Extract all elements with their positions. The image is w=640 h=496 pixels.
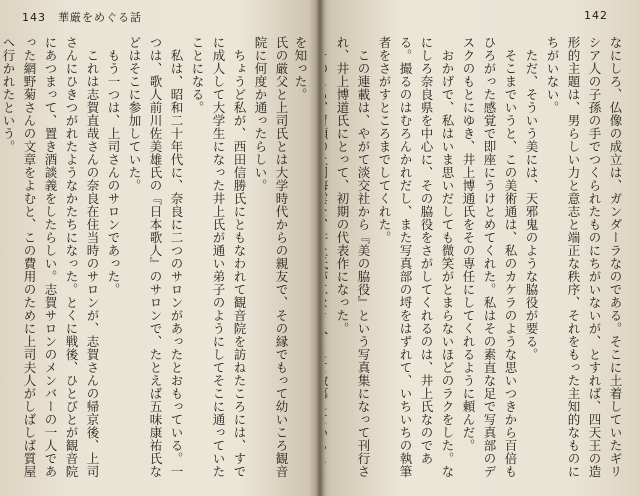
paragraph: 私は、昭和二十年代に、奈良に二つのサロンがあったとおもっている。一つは、歌人前川佐美雄氏の『日本歌人』のサロンで、たとえば五味康祐氏などはそこに参加していた。 [127,36,184,478]
right-page-number: 142 [584,9,608,22]
paragraph: おかげで、私はいま思いだしても微笑がとまらないほどのラクをした。なにしろ奈良県を中心に、その脇役をさがしてくれるのは、井上氏なのである。撮るのはむろんかれだし、また写真部の埒をはずれて、いちいちの執筆者をさがすところまでしてくれた。 [377,36,455,478]
left-page-header [22,9,142,25]
paragraph: を知った。 [293,36,308,101]
paragraph: ただ、そういう美には、天邪鬼のような脇役が要る。 [524,48,539,361]
right-page [293,0,640,496]
running-title: 華厳をめぐる話 [58,11,142,24]
right-page-header [584,9,620,22]
left-page-body [1,36,292,486]
left-page [0,0,318,496]
paragraph: そこまでいうと、この美術通は、私のカケラのような思いつきから百倍もひろがった感覚で即座にうけとめてくれた。私はその素直な足で写真部のデスクのもとにゆき、井上博通氏をその専任にしてくれるように頼んだ。 [461,36,518,478]
left-page-number: 143 [22,11,46,24]
right-page-body [293,36,626,486]
paragraph: これは志賀直哉さんの奈良在住当時のサロンが、志賀さんの帰京後、上司さんにひきつがれたようなかたちになった。とくに戦後、ひとびとが観音院にあつまって、置き酒談義をしたらしい。志賀サロンのメンバーの一人であった網野菊さんの文章をよむと、この費用のために上司夫人がしばしば質屋へ行かれたという。 [1,36,100,478]
paragraph: この連載は、やがて淡交社から『美の脇役』という写真集になって刊行され、井上博道氏にとって、初期の代表作になった。 [335,36,371,478]
book-gutter [315,0,325,496]
paragraph: 氏の厳父と上司氏とは大学時代からの親友で、その縁でもって幼いころ観音院に何度か通ったらしい。 [253,36,289,478]
paragraph: もう一つは、上司さんのサロンであった。 [106,48,121,296]
paragraph: ちょうど私が、西田信勝氏にともなわれて観音院を訪ねたころには、すでに成人して大学生になった井上氏が通い弟子のようにしてそこに通っていたことになる。 [190,36,247,478]
paragraph: なにしろ、仏像の成立は、ガンダーラなのである。そこに土着していたギリシア人の子孫の手でつくられたものにちがいないが、とすれば、四天王の造形的主題は、男らしい力と意志と端正な秩序、それをもった主知的なものにちがいない。 [545,36,623,478]
